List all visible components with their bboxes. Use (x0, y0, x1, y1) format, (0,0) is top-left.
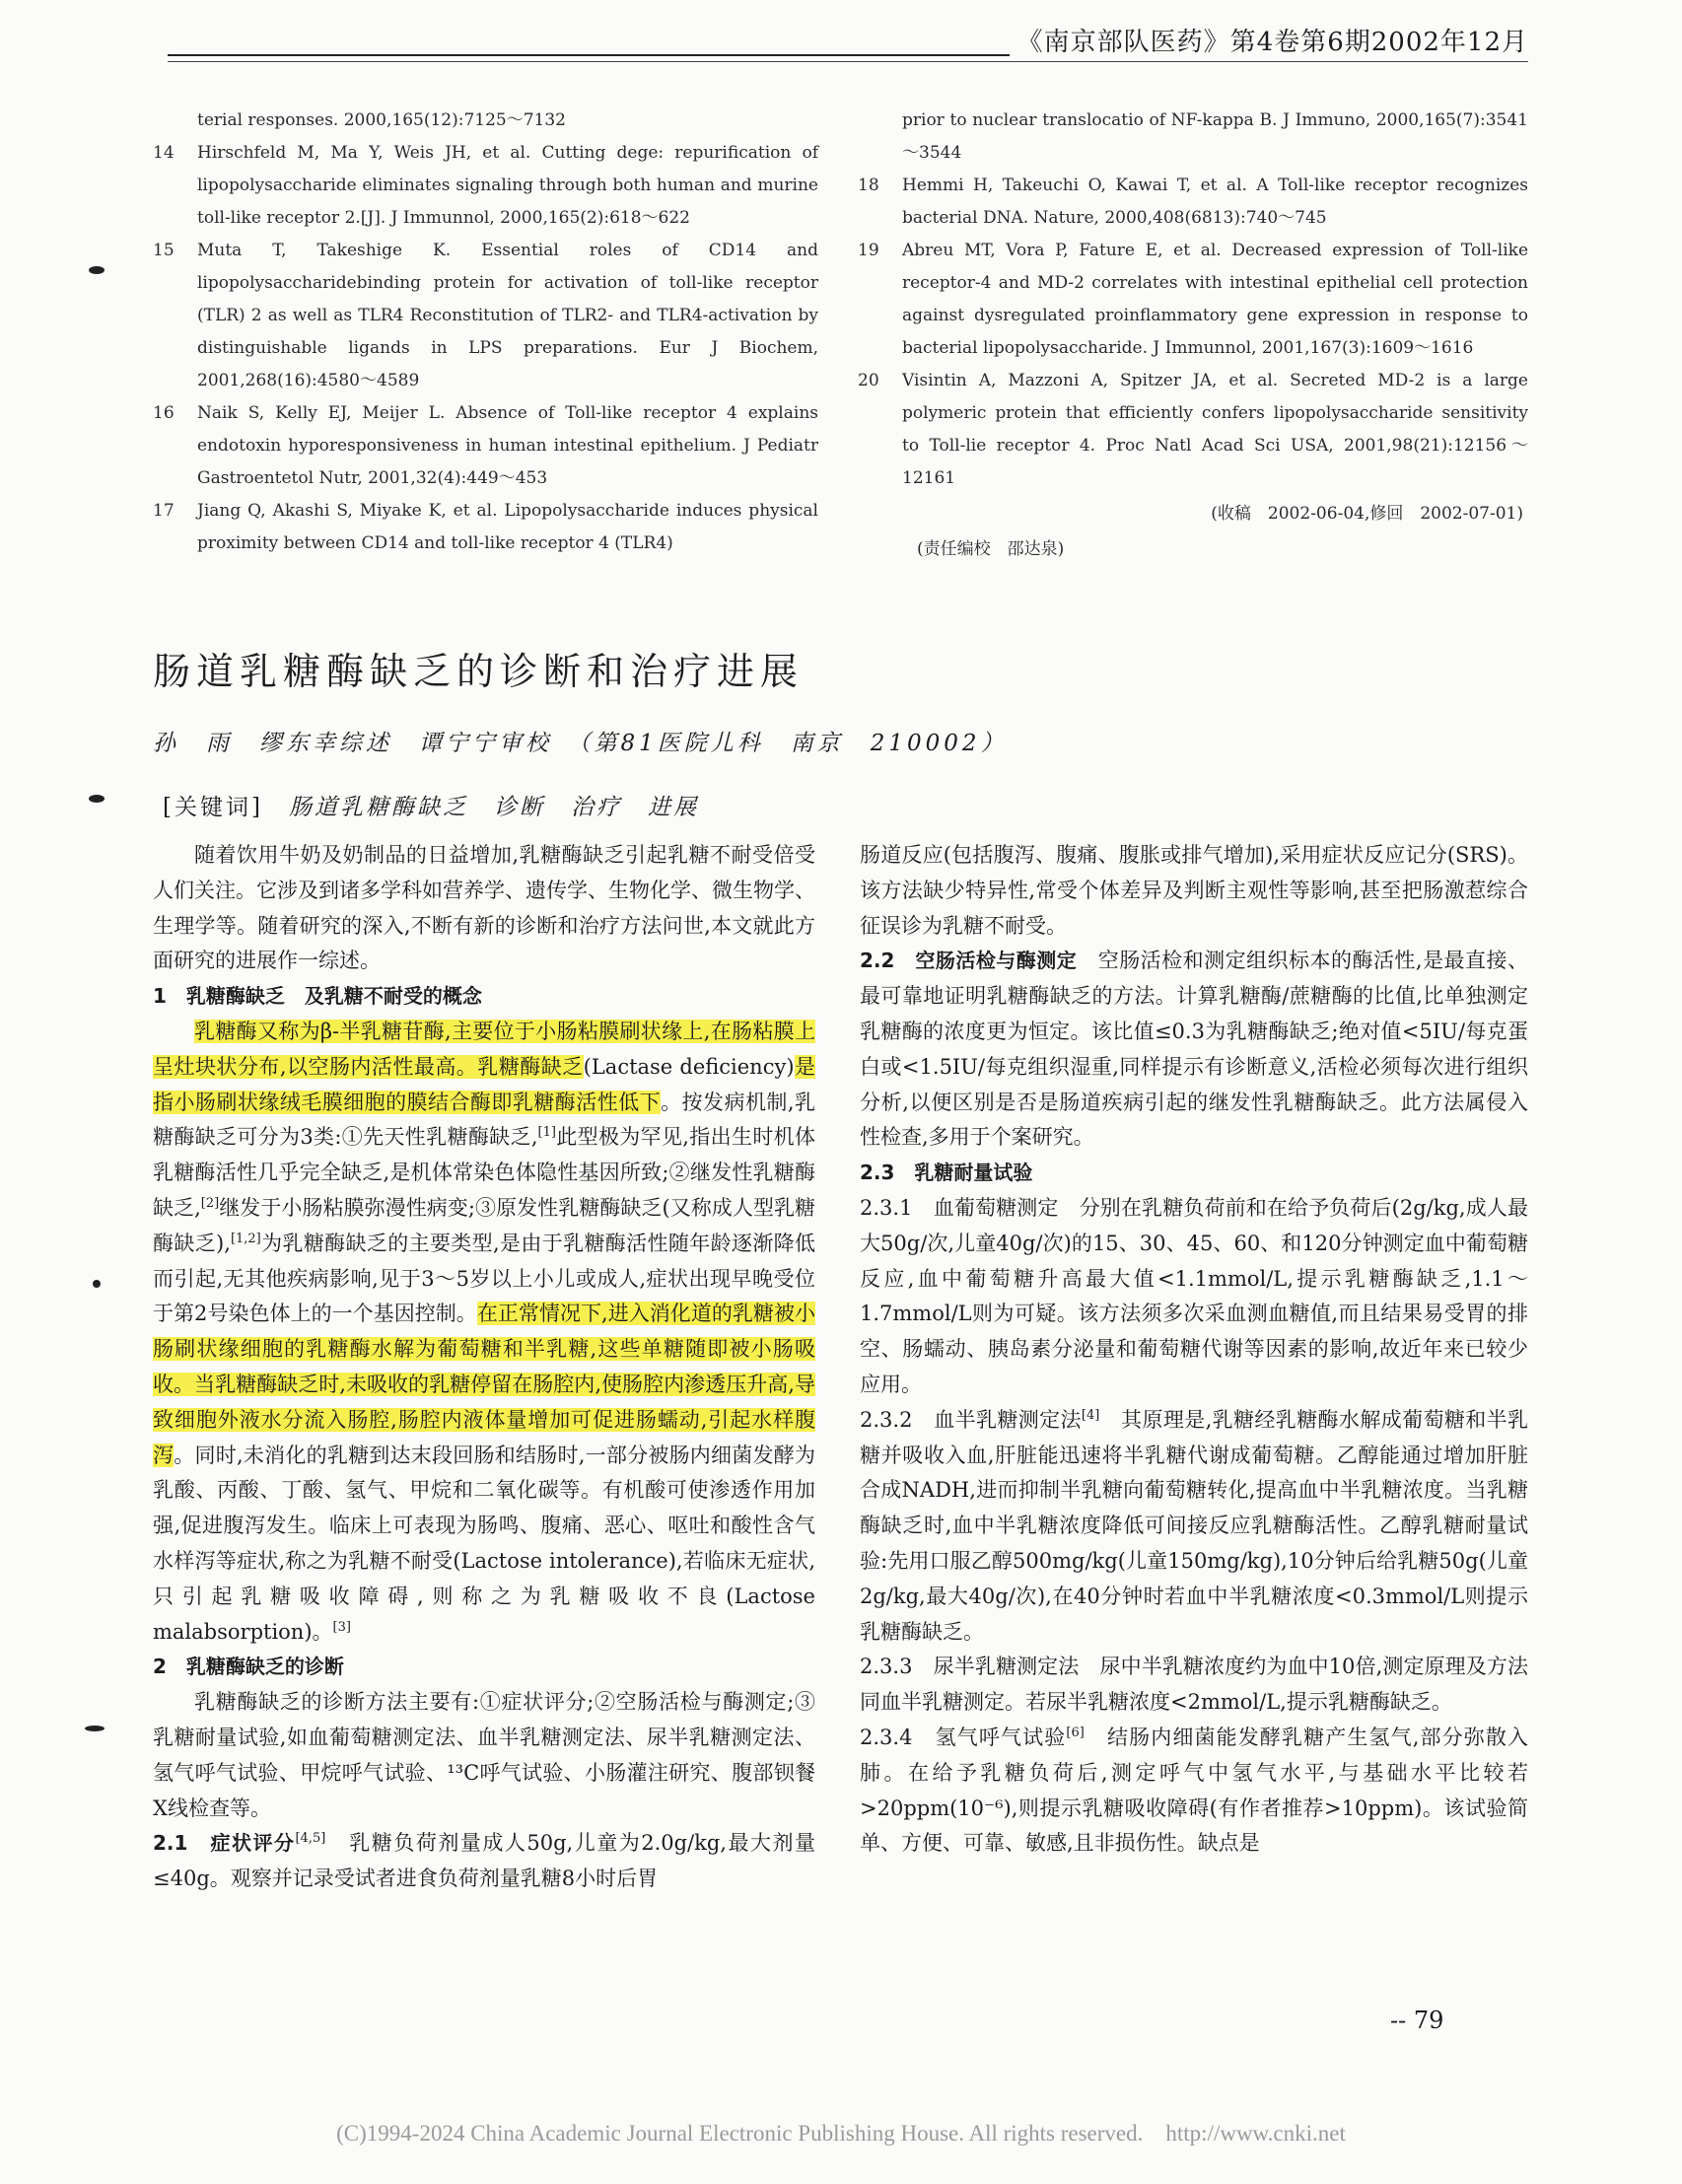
hydrogen-breath-paragraph (860, 1721, 1528, 1862)
reference-text: Muta T, Takeshige K. Essential roles of CD14 and lipopolysaccharidebinding protein for activation of toll-like receptor (TLR) 2 as well as TLR4 Reconstitution of TLR2- and TLR4-activation by distinguishable ligands in LPS preparations. Eur J Biochem, 2001,268(16):4580～4589 (197, 241, 818, 390)
citation: [2] (200, 1195, 220, 1211)
reference-item (858, 365, 1528, 495)
highlighted-text: 是指小肠刷状缘绒毛膜细胞的膜结合酶即乳糖酶活性低下 (153, 1054, 815, 1114)
reference-item (153, 137, 818, 235)
highlighted-text: 乳糖酶又称为β-半乳糖苷酶,主要位于小肠粘膜刷状缘上,在肠粘膜上呈灶块状分布,以空肠内活性最高。乳糖酶缺乏 (153, 1019, 815, 1079)
responsible-editor: (责任编校 邵达泉) (917, 539, 1065, 559)
scan-mark (93, 1280, 101, 1288)
subsection-heading-2-3: 2.3 乳糖耐量试验 (860, 1161, 1033, 1185)
intro-paragraph: 随着饮用牛奶及奶制品的日益增加,乳糖酶缺乏引起乳糖不耐受倍受人们关注。它涉及到诸多学科如营养学、遗传学、生物化学、微生物学、生理学等。随着研究的深入,不断有新的诊断和治疗方法问世,本文就此方面研究的进展作一综述。 (153, 843, 815, 973)
reference-item (153, 495, 818, 560)
urine-galactose-paragraph (860, 1650, 1528, 1721)
reference-number: 19 (858, 241, 879, 260)
subsection-heading-2-1: 2.1 症状评分 (153, 1831, 296, 1856)
continuation-paragraph: 肠道反应(包括腹泻、腹痛、腹胀或排气增加),采用症状反应记分(SRS)。该方法缺少特异性,常受个体差异及判断主观性等影响,甚至把肠激惹综合征误诊为乳糖不耐受。 (860, 843, 1528, 938)
journal-header: 《南京部队医药》第4卷第6期2002年12月 (1010, 22, 1528, 58)
concept-paragraph (153, 1015, 815, 1650)
header-rule-thin (168, 61, 1528, 62)
paragraph-text: (Lactase deficiency) (583, 1054, 795, 1079)
paragraph-text: 此型极为罕见,指出生时机体乳糖酶活性几乎完全缺乏,是机体常染色体隐性基因所致;②继发性乳糖酶缺乏, (153, 1125, 815, 1220)
citation: [4] (1081, 1407, 1100, 1423)
page-number: -- 79 (1390, 2007, 1444, 2034)
references-left (153, 105, 818, 560)
reference-text: Naik S, Kelly EJ, Meijer L. Absence of Toll-like receptor 4 explains endotoxin hyporesponsiveness in human intestinal epithelium. J Pediatr Gastroentetol Nutr, 2001,32(4):449～453 (197, 403, 818, 488)
reference-continuation: prior to nuclear translocatio of NF-kappa B. J Immuno, 2000,165(7):3541～3544 (902, 110, 1528, 163)
paragraph-text: 空肠活检和测定组织标本的酶活性,是最直接、最可靠地证明乳糖酶缺乏的方法。计算乳糖酶/蔗糖酶的比值,比单独测定乳糖酶的浓度更为恒定。该比值≤0.3为乳糖酶缺乏;绝对值<5IU/每克蛋白或<1.5IU/每克组织湿重,同样提示有诊断意义,活检必须每次进行组织分析,以便区别是否是肠道疾病引起的继发性乳糖酶缺乏。此方法属侵入性检查,多用于个案研究。 (860, 949, 1528, 1150)
reference-text: Visintin A, Mazzoni A, Spitzer JA, et al. Secreted MD-2 is a large polymeric protein that efficiently confers lipopolysaccharide sensitivity to Toll-lie receptor 4. Proc Natl Acad Sci USA, 2001,98(21):12156～12161 (902, 371, 1528, 488)
paragraph-text: 乳糖负荷剂量成人50g,儿童为2.0g/kg,最大剂量≤40g。观察并记录受试者进食负荷剂量乳糖8小时后胃 (153, 1831, 815, 1891)
scan-mark (89, 795, 105, 803)
paragraph-text: 为乳糖酶缺乏的主要类型,是由于乳糖酶活性随年龄逐渐降低而引起,无其他疾病影响,见于3～5岁以上小儿或成人,症状出现早晚受位于第2号染色体上的一个基因控制。 (153, 1231, 815, 1326)
reference-number: 20 (858, 371, 879, 390)
reference-number: 18 (858, 176, 879, 195)
reference-item (153, 105, 818, 137)
body-column-right (860, 838, 1528, 1862)
body-column-left (153, 838, 815, 1897)
reference-number: 17 (153, 501, 175, 521)
keywords-text: 肠道乳糖酶缺乏 诊断 治疗 进展 (262, 795, 699, 820)
citation: [6] (1066, 1725, 1085, 1740)
reference-text: Hirschfeld M, Ma Y, Weis JH, et al. Cutting dege: repurification of lipopolysaccharide eliminates signaling through both human and murine toll-like receptor 2.[J]. J Immunnol, 2000,165(2):618～622 (197, 143, 818, 228)
keywords-line (163, 789, 699, 821)
blood-galactose-paragraph (860, 1403, 1528, 1651)
scan-mark (89, 266, 105, 274)
paragraph-text: 。同时,未消化的乳糖到达末段回肠和结肠时,一部分被肠内细菌发酵为乳酸、丙酸、丁酸、氢气、甲烷和二氧化碳等。有机酸可使渗透作用加强,促进腹泻发生。临床上可表现为肠鸣、腹痛、恶心、呕吐和酸性含气水样泻等症状,称之为乳糖不耐受(Lactose intolerance),若临床无症状,只引起乳糖吸收障碍,则称之为乳糖吸收不良(Lactose malabsorption)。 (153, 1443, 815, 1644)
paragraph-text: 尿中半乳糖浓度约为血中10倍,测定原理及方法同血半乳糖测定。若尿半乳糖浓度<2mmol/L,提示乳糖酶缺乏。 (860, 1655, 1528, 1715)
subsection-heading-2-3-1: 2.3.1 血葡萄糖测定 (860, 1195, 1059, 1220)
paragraph-text: 结肠内细菌能发酵乳糖产生氢气,部分弥散入肺。在给予乳糖负荷后,测定呼气中氢气水平,与基础水平比较若>20ppm(10⁻⁶),则提示乳糖吸收障碍(有作者推荐>10ppm)。该试验简单、方便、可靠、敏感,且非损伤性。缺点是 (860, 1725, 1528, 1856)
scan-mark (85, 1726, 105, 1731)
citation: [1,2] (230, 1231, 261, 1246)
reference-item (858, 170, 1528, 235)
reference-item (153, 397, 818, 495)
section-heading-1: 1 乳糖酶缺乏 及乳糖不耐受的概念 (153, 984, 482, 1009)
diagnosis-paragraph: 乳糖酶缺乏的诊断方法主要有:①症状评分;②空肠活检与酶测定;③乳糖耐量试验,如血葡萄糖测定法、血半乳糖测定法、尿半乳糖测定法、氢气呼气试验、甲烷呼气试验、¹³C呼气试验、小肠灌注研究、腹部钡餐X线检查等。 (153, 1690, 815, 1820)
section-heading-2: 2 乳糖酶缺乏的诊断 (153, 1655, 344, 1679)
reference-number: 16 (153, 403, 175, 423)
subsection-heading-2-3-4: 2.3.4 氢气呼气试验 (860, 1725, 1067, 1749)
article-title: 肠道乳糖酶缺乏的诊断和治疗进展 (153, 650, 805, 693)
highlighted-text: 在正常情况下,进入消化道的乳糖被小肠刷状缘细胞的乳糖酶水解为葡萄糖和半乳糖,这些单糖随即被小肠吸收。当乳糖酶缺乏时,未吸收的乳糖停留在肠腔内,使肠腔内渗透压升高,导致细胞外液水分流入肠腔,肠腔内液体量增加可促进肠蠕动,引起水样腹泻 (153, 1302, 815, 1467)
reference-number: 14 (153, 143, 175, 163)
subsection-heading-2-3-3: 2.3.3 尿半乳糖测定法 (860, 1655, 1080, 1679)
keywords-label: [关键词] (163, 795, 263, 820)
reference-item (858, 235, 1528, 365)
references-right (858, 105, 1528, 566)
blood-glucose-paragraph (860, 1191, 1528, 1403)
citation: [4,5] (295, 1831, 326, 1847)
subsection-heading-2-3-2: 2.3.2 血半乳糖测定法 (860, 1407, 1082, 1432)
paragraph-text: 继发于小肠粘膜弥漫性病变;③原发性乳糖酶缺乏(又称成人型乳糖酶缺乏), (153, 1195, 815, 1255)
reference-text: Jiang Q, Akashi S, Miyake K, et al. Lipopolysaccharide induces physical proximity between CD14 and toll-like receptor 4 (TLR4) (197, 501, 818, 553)
subsection-heading-2-2: 2.2 空肠活检与酶测定 (860, 949, 1078, 973)
footer-copyright: (C)1994-2024 China Academic Journal Electronic Publishing House. All rights reserved. http://www.cnki.net (336, 2121, 1346, 2146)
paragraph-text: 。按发病机制,乳糖酶缺乏可分为3类:①先天性乳糖酶缺乏, (153, 1090, 816, 1150)
reference-text: terial responses. 2000,165(12):7125～7132 (197, 110, 566, 130)
paragraph-text: 其原理是,乳糖经乳糖酶水解成葡萄糖和半乳糖并吸收入血,肝脏能迅速将半乳糖代谢成葡萄糖。乙醇能通过增加肝脏合成NADH,进而抑制半乳糖向葡萄糖转化,提高血中半乳糖浓度。当乳糖酶缺乏时,血中半乳糖浓度降低可间接反应乳糖酶活性。乙醇乳糖耐量试验:先用口服乙醇500mg/kg(儿童150mg/kg),10分钟后给乳糖50g(儿童2g/kg,最大40g/次),在40分钟时若血中半乳糖浓度<0.3mmol/L则提示乳糖酶缺乏。 (860, 1407, 1528, 1644)
reference-text: Abreu MT, Vora P, Fature E, et al. Decreased expression of Toll-like receptor-4 and MD-2 correlates with intestinal epithelial cell protection against dysregulated proinflammatory gene expression in response to bacterial lipopolysaccharide. J Immunnol, 2001,167(3):1609～1616 (902, 241, 1528, 358)
reference-text: Hemmi H, Takeuchi O, Kawai T, et al. A Toll-like receptor recognizes bacterial DNA. Nature, 2000,408(6813):740～745 (902, 176, 1528, 228)
citation: [1] (537, 1125, 556, 1141)
paragraph-text: 分别在乳糖负荷前和在给予负荷后(2g/kg,成人最大50g/次,儿童40g/次)的15、30、45、60、和120分钟测定血中葡萄糖反应,血中葡萄糖升高最大值<1.1mmol/L,提示乳糖酶缺乏,1.1～1.7mmol/L则为可疑。该方法须多次采血测血糖值,而且结果易受胃的排空、肠蠕动、胰岛素分泌量和葡萄糖代谢等因素的影响,故近年来已较少应用。 (860, 1195, 1528, 1396)
reference-number: 15 (153, 241, 175, 260)
received-date: (收稿 2002-06-04,修回 2002-07-01) (1211, 504, 1523, 524)
citation: [3] (332, 1619, 351, 1635)
reference-item (153, 235, 818, 397)
article-authors: 孙 雨 缪东幸综述 谭宁宁审校 （第81医院儿科 南京 210002） (153, 731, 1008, 756)
reference-number (153, 105, 197, 137)
